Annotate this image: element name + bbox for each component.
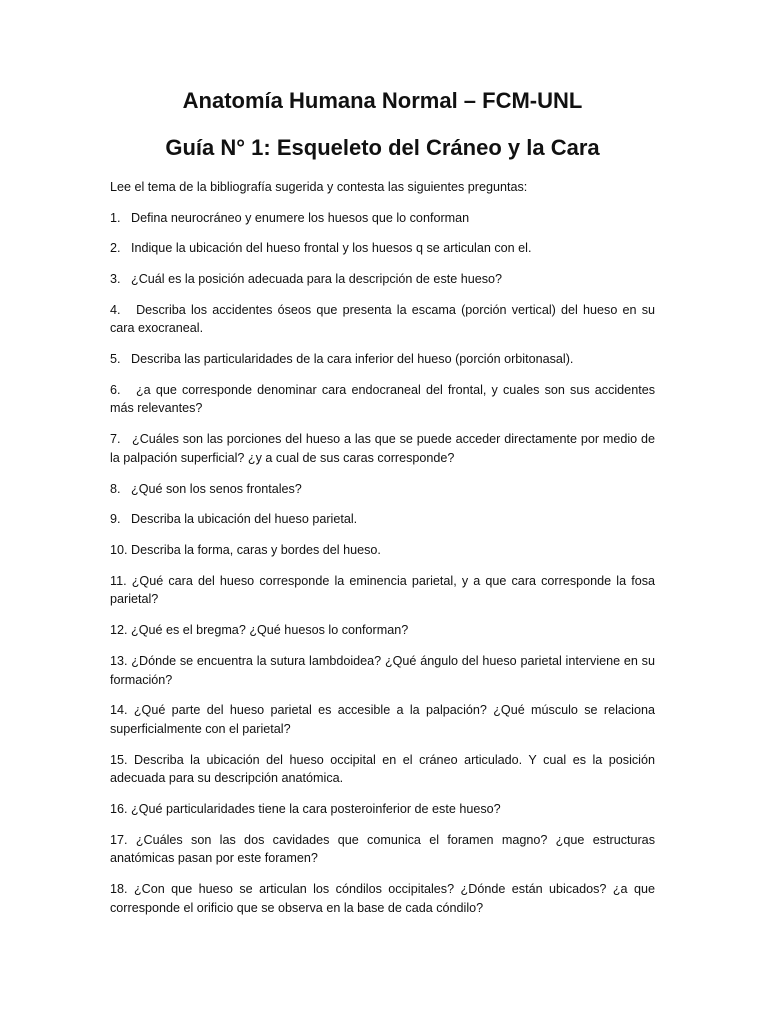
question-item <box>110 480 655 499</box>
question-item <box>110 301 655 338</box>
question-number: 9. <box>110 512 131 527</box>
question-text: Describa la forma, caras y bordes del hueso. <box>131 543 381 558</box>
question-number: 16. <box>110 801 132 816</box>
question-list <box>110 209 655 918</box>
question-item <box>110 430 655 467</box>
question-text: Describa los accidentes óseos que presenta la escama (porción vertical) del hueso en su cara exocraneal. <box>110 302 655 336</box>
question-number: 1. <box>110 210 131 225</box>
question-text: Indique la ubicación del hueso frontal y los huesos q se articulan con el. <box>131 241 532 256</box>
question-text: ¿Qué cara del hueso corresponde la eminencia parietal, y a que cara corresponde la fosa parietal? <box>110 573 655 607</box>
question-item <box>110 751 655 788</box>
question-item <box>110 510 655 529</box>
question-number: 8. <box>110 481 131 496</box>
question-text: ¿Qué son los senos frontales? <box>131 481 302 496</box>
question-item <box>110 701 655 738</box>
question-text: ¿a que corresponde denominar cara endocraneal del frontal, y cuales son sus accidentes más relevantes? <box>110 382 655 416</box>
question-text: Describa las particularidades de la cara inferior del hueso (porción orbitonasal). <box>131 352 574 367</box>
question-text: ¿Cuáles son las porciones del hueso a las que se puede acceder directamente por medio de la palpación superficial? ¿y a cual de sus caras corresponde? <box>110 432 656 465</box>
question-number: 18. <box>110 882 134 897</box>
question-item <box>110 621 655 640</box>
question-item <box>110 209 655 228</box>
document-title: Anatomía Humana Normal – FCM-UNL <box>182 88 583 113</box>
question-text: ¿Con que hueso se articulan los cóndilos occipitales? ¿Dónde están ubicados? ¿a que corresponde el orificio que se observa en la base de cada cóndilo? <box>110 882 656 915</box>
question-text: Describa la ubicación del hueso occipital en el cráneo articulado. Y cual es la posición adecuada para su descripción anatómica. <box>110 752 655 786</box>
question-number: 7. <box>110 432 132 447</box>
question-text: ¿Qué es el bregma? ¿Qué huesos lo conforman? <box>131 623 409 638</box>
question-number: 6. <box>110 382 136 397</box>
question-number: 12. <box>110 623 132 638</box>
question-item <box>110 880 655 917</box>
question-text: Defina neurocráneo y enumere los huesos que lo conforman <box>131 210 470 225</box>
question-number: 2. <box>110 241 131 256</box>
question-item <box>110 541 655 560</box>
question-number: 3. <box>110 272 131 287</box>
document-page <box>110 86 655 929</box>
question-text: ¿Cuáles son las dos cavidades que comunica el foramen magno? ¿que estructuras anatómicas pasan por este foramen? <box>110 832 655 866</box>
question-number: 5. <box>110 352 131 367</box>
question-item <box>110 239 655 258</box>
question-item <box>110 800 655 819</box>
question-item <box>110 270 655 289</box>
question-text: ¿Qué parte del hueso parietal es accesible a la palpación? ¿Qué músculo se relaciona superficialmente con el parietal? <box>110 703 655 736</box>
question-item <box>110 350 655 369</box>
question-number: 11. <box>110 573 132 588</box>
guide-subtitle: Guía N° 1: Esqueleto del Cráneo y la Cara <box>165 135 600 160</box>
instructions-text: Lee el tema de la bibliografía sugerida y contesta las siguientes preguntas: <box>110 180 528 194</box>
question-number: 10. <box>110 543 132 558</box>
question-number: 17. <box>110 832 136 847</box>
question-text: ¿Qué particularidades tiene la cara posteroinferior de este hueso? <box>131 801 501 816</box>
question-text: ¿Cuál es la posición adecuada para la descripción de este hueso? <box>131 272 503 287</box>
question-number: 4. <box>110 302 137 317</box>
question-text: ¿Dónde se encuentra la sutura lambdoidea? ¿Qué ángulo del hueso parietal interviene en su formación? <box>110 654 655 687</box>
question-item <box>110 572 655 609</box>
question-text: Describa la ubicación del hueso parietal. <box>131 512 358 527</box>
question-item <box>110 381 655 418</box>
question-number: 14. <box>110 703 134 718</box>
question-item <box>110 652 655 689</box>
question-item <box>110 831 655 868</box>
question-number: 13. <box>110 654 132 669</box>
question-number: 15. <box>110 752 134 767</box>
